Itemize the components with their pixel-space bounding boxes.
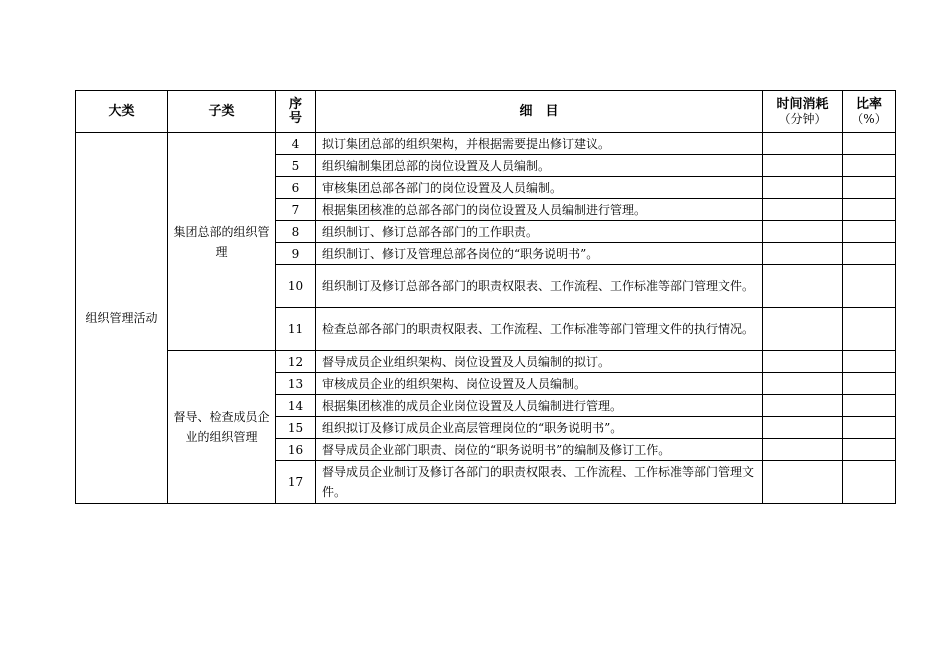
time-cell[interactable] xyxy=(763,199,843,221)
header-ratio-title: 比率 xyxy=(855,96,882,112)
detail-cell: 组织拟订及修订成员企业高层管理岗位的“职务说明书”。 xyxy=(316,417,763,439)
header-seq-bottom: 号 xyxy=(288,110,302,126)
table-row xyxy=(76,133,896,155)
time-cell[interactable] xyxy=(763,265,843,308)
detail-cell: 组织制订、修订总部各部门的工作职责。 xyxy=(316,221,763,243)
ratio-cell[interactable] xyxy=(843,395,896,417)
seq-cell: 12 xyxy=(276,351,316,373)
ratio-cell[interactable] xyxy=(843,133,896,155)
time-cell[interactable] xyxy=(763,373,843,395)
ratio-cell[interactable] xyxy=(843,199,896,221)
ratio-cell[interactable] xyxy=(843,308,896,351)
time-cell[interactable] xyxy=(763,221,843,243)
header-seq-top: 序 xyxy=(288,96,302,112)
seq-cell: 10 xyxy=(276,265,316,308)
detail-cell: 审核集团总部各部门的岗位设置及人员编制。 xyxy=(316,177,763,199)
work-analysis-table xyxy=(75,90,896,504)
header-time xyxy=(763,91,843,133)
detail-cell: 督导成员企业部门职责、岗位的“职务说明书”的编制及修订工作。 xyxy=(316,439,763,461)
seq-cell: 13 xyxy=(276,373,316,395)
time-cell[interactable] xyxy=(763,439,843,461)
detail-cell: 组织制订、修订及管理总部各岗位的“职务说明书”。 xyxy=(316,243,763,265)
ratio-cell[interactable] xyxy=(843,373,896,395)
header-time-title: 时间消耗 xyxy=(776,96,829,112)
detail-cell: 组织制订及修订总部各部门的职责权限表、工作流程、工作标准等部门管理文件。 xyxy=(316,265,763,308)
time-cell[interactable] xyxy=(763,243,843,265)
time-cell[interactable] xyxy=(763,395,843,417)
ratio-cell[interactable] xyxy=(843,243,896,265)
detail-cell: 根据集团核准的成员企业岗位设置及人员编制进行管理。 xyxy=(316,395,763,417)
seq-cell: 15 xyxy=(276,417,316,439)
ratio-cell[interactable] xyxy=(843,177,896,199)
detail-cell: 根据集团核准的总部各部门的岗位设置及人员编制进行管理。 xyxy=(316,199,763,221)
header-time-unit: （分钟） xyxy=(778,111,827,126)
seq-cell: 9 xyxy=(276,243,316,265)
seq-cell: 6 xyxy=(276,177,316,199)
header-category: 大类 xyxy=(76,91,168,133)
time-cell[interactable] xyxy=(763,177,843,199)
seq-cell: 7 xyxy=(276,199,316,221)
seq-cell: 5 xyxy=(276,155,316,177)
detail-cell: 督导成员企业制订及修订各部门的职责权限表、工作流程、工作标准等部门管理文件。 xyxy=(316,461,763,504)
time-cell[interactable] xyxy=(763,133,843,155)
ratio-cell[interactable] xyxy=(843,417,896,439)
subcategory-cell: 督导、检查成员企业的组织管理 xyxy=(168,351,276,504)
ratio-cell[interactable] xyxy=(843,461,896,504)
ratio-cell[interactable] xyxy=(843,221,896,243)
seq-cell: 4 xyxy=(276,133,316,155)
detail-cell: 组织编制集团总部的岗位设置及人员编制。 xyxy=(316,155,763,177)
time-cell[interactable] xyxy=(763,308,843,351)
time-cell[interactable] xyxy=(763,417,843,439)
header-row xyxy=(76,91,896,133)
seq-cell: 14 xyxy=(276,395,316,417)
header-detail: 细 目 xyxy=(316,91,763,133)
detail-cell: 督导成员企业组织架构、岗位设置及人员编制的拟订。 xyxy=(316,351,763,373)
time-cell[interactable] xyxy=(763,155,843,177)
ratio-cell[interactable] xyxy=(843,265,896,308)
table-row xyxy=(76,351,896,373)
seq-cell: 11 xyxy=(276,308,316,351)
seq-cell: 17 xyxy=(276,461,316,504)
seq-cell: 8 xyxy=(276,221,316,243)
time-cell[interactable] xyxy=(763,461,843,504)
header-subcategory: 子类 xyxy=(168,91,276,133)
ratio-cell[interactable] xyxy=(843,155,896,177)
ratio-cell[interactable] xyxy=(843,351,896,373)
category-cell: 组织管理活动 xyxy=(76,133,168,504)
header-seq xyxy=(276,91,316,133)
detail-cell: 审核成员企业的组织架构、岗位设置及人员编制。 xyxy=(316,373,763,395)
detail-cell: 检查总部各部门的职责权限表、工作流程、工作标准等部门管理文件的执行情况。 xyxy=(316,308,763,351)
seq-cell: 16 xyxy=(276,439,316,461)
header-ratio xyxy=(843,91,896,133)
subcategory-cell: 集团总部的组织管理 xyxy=(168,133,276,351)
time-cell[interactable] xyxy=(763,351,843,373)
header-ratio-unit: （%） xyxy=(851,111,887,126)
detail-cell: 拟订集团总部的组织架构，并根据需要提出修订建议。 xyxy=(316,133,763,155)
ratio-cell[interactable] xyxy=(843,439,896,461)
